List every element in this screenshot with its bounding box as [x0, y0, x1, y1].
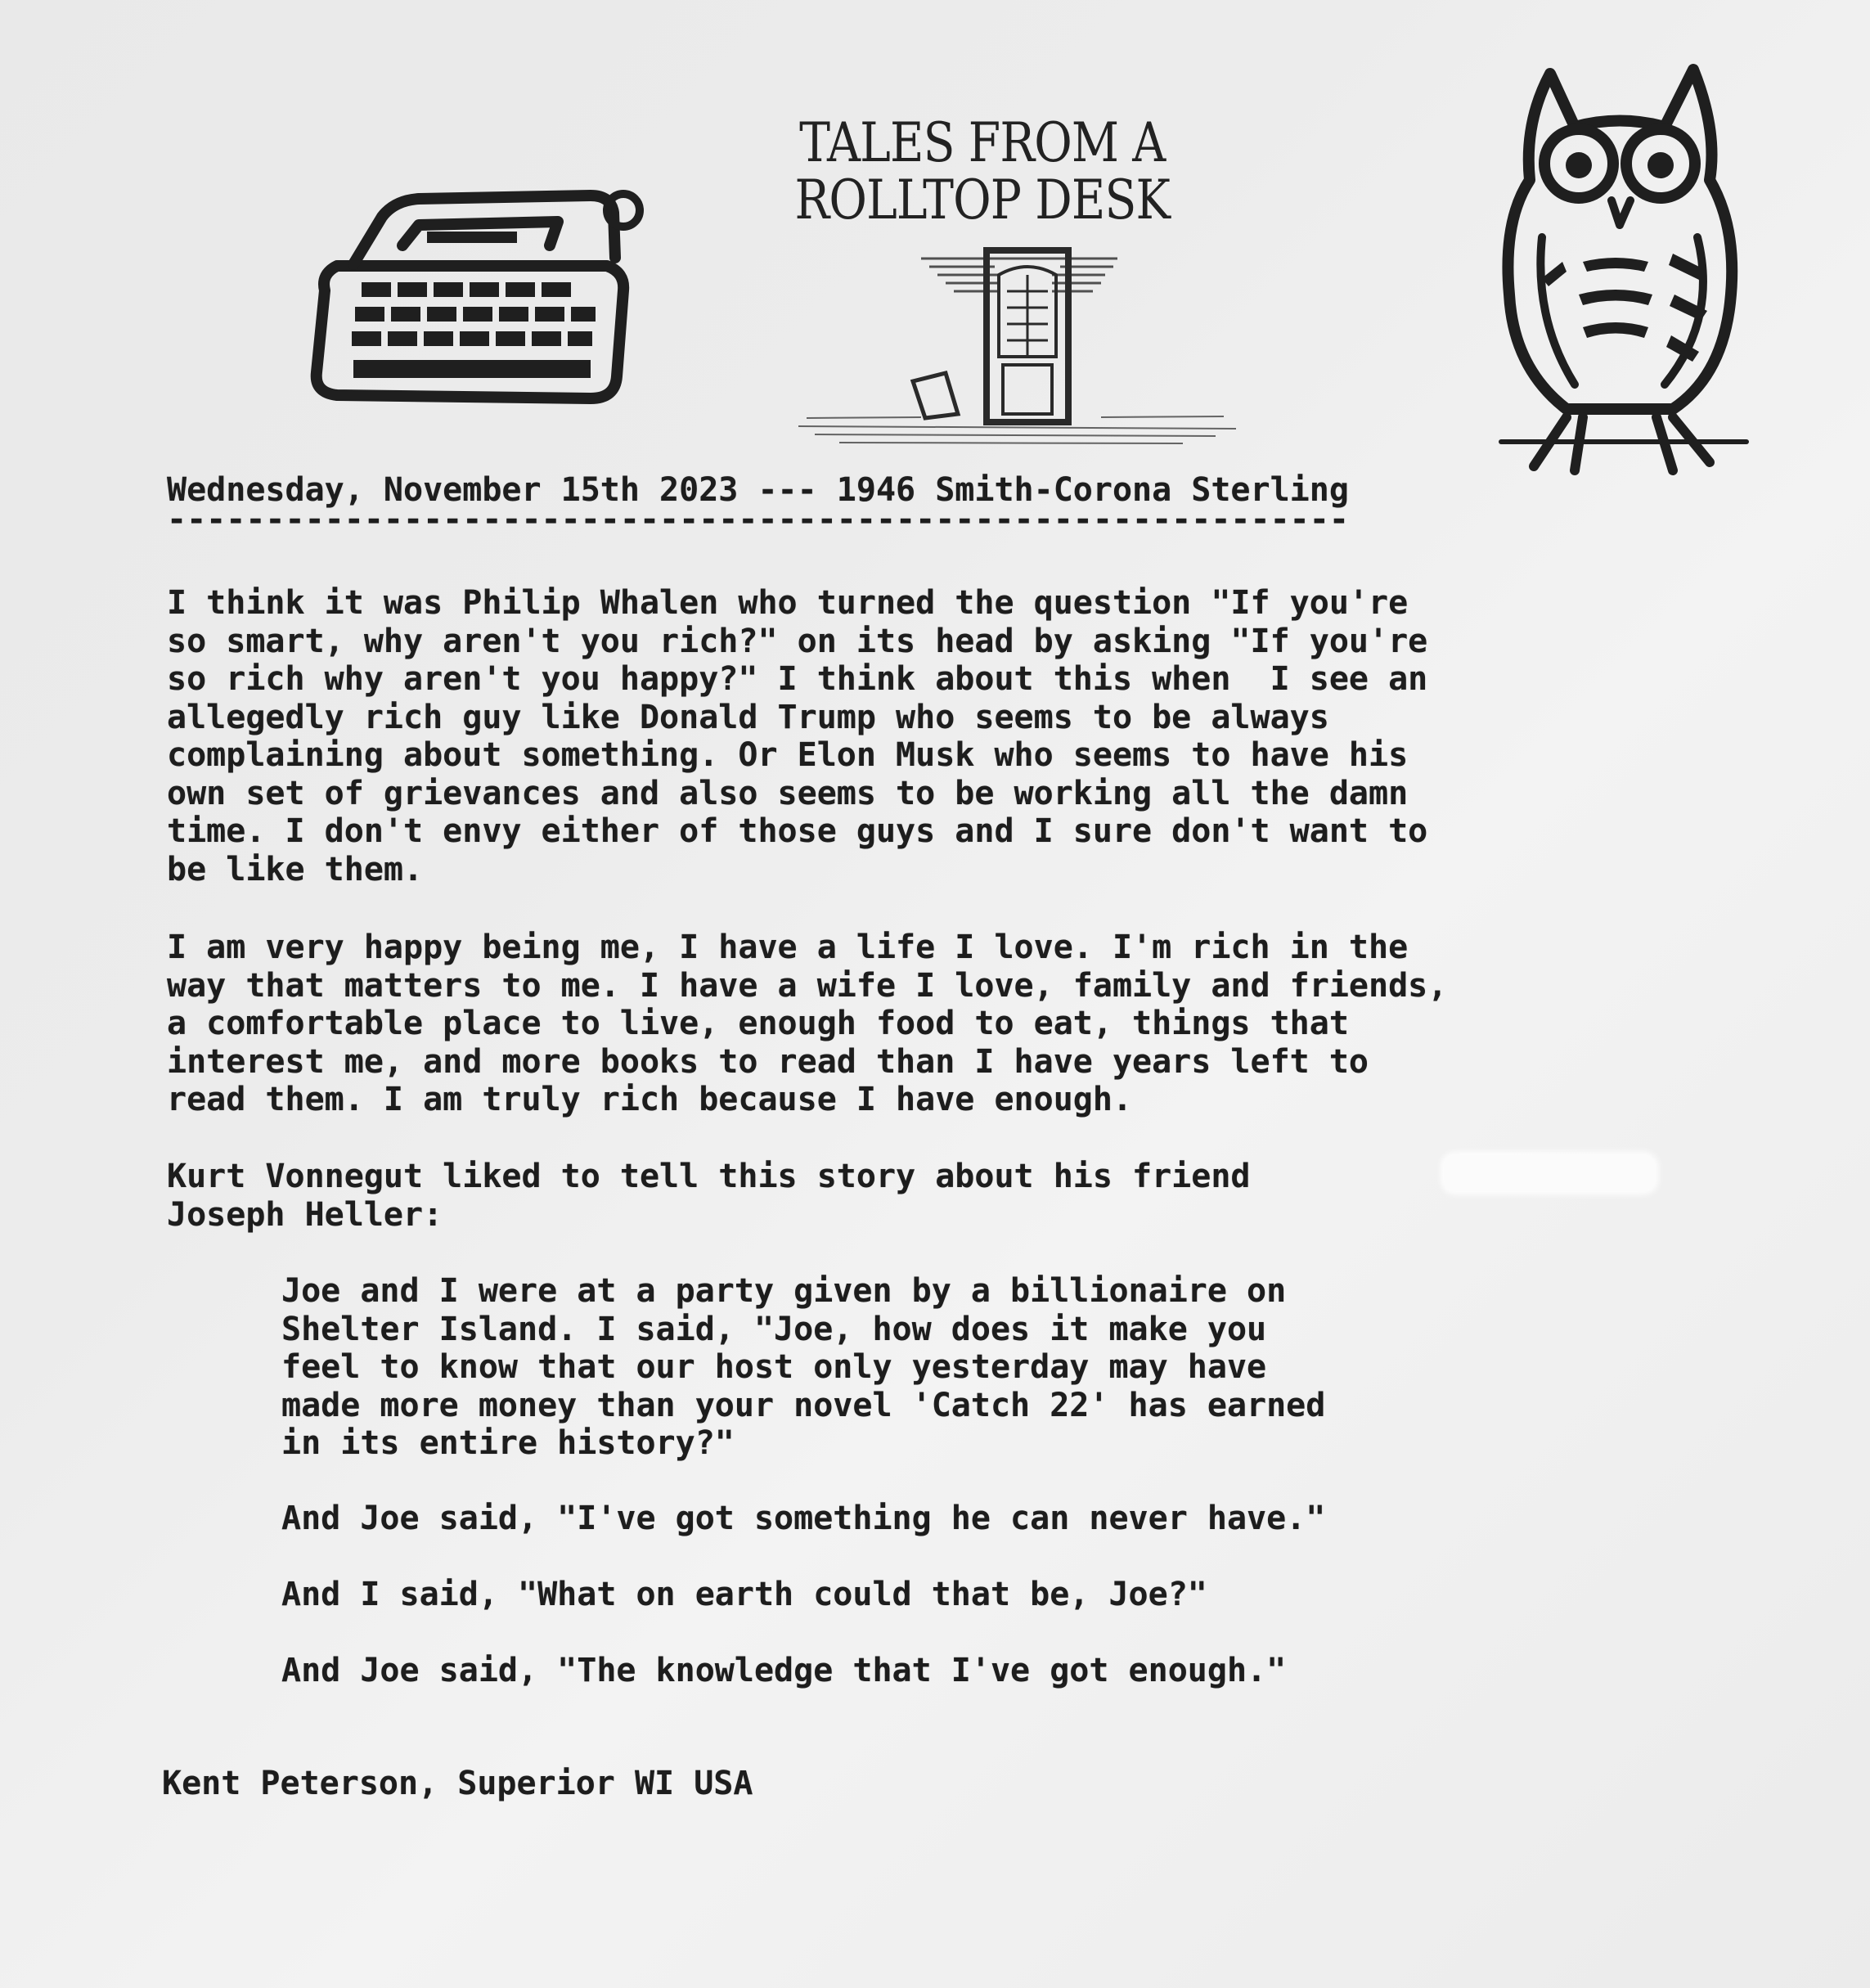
- masthead-title: [785, 111, 1180, 232]
- quote-paragraph: And Joe said, "The knowledge that I've got enough.": [281, 1652, 1287, 1689]
- masthead-line-2: ROLLTOP DESK: [794, 169, 1171, 232]
- header-rule: ------------------------------------------------------------: [167, 501, 1349, 538]
- typewriter-icon: [304, 168, 648, 405]
- owl-icon: [1485, 57, 1755, 483]
- dateline: Wednesday, November 15th 2023 --- 1946 Smith-Corona Sterling: [167, 471, 1349, 509]
- correction-fluid-mark: [1444, 1155, 1655, 1191]
- masthead-line-1: TALES FROM A: [799, 111, 1166, 174]
- quote-paragraph: And Joe said, "I've got something he can never have.": [281, 1500, 1326, 1537]
- paragraph: I think it was Philip Whalen who turned the question "If you're so smart, why aren't you rich?" on its head by asking "If you're so rich why aren't you happy?" I think about this when I see an allegedly rich guy like Donald Trump who seems to be always complaining about something. Or Elon Musk who seems to have his own set of grievances and also seems to be working all the damn time. I don't envy either of those guys and I sure don't want to be like them.: [167, 584, 1428, 888]
- quote-paragraph: And I said, "What on earth could that be, Joe?": [281, 1576, 1207, 1613]
- quote-paragraph: Joe and I were at a party given by a billionaire on Shelter Island. I said, "Joe, how does it make you feel to know that our host only yesterday may have made more money than your novel 'Catch 22' has earned in its entire history?": [281, 1272, 1326, 1462]
- signature-line: Kent Peterson, Superior WI USA: [162, 1765, 753, 1802]
- rolltop-desk-icon: [790, 242, 1244, 455]
- paragraph: Kurt Vonnegut liked to tell this story about his friend Joseph Heller:: [167, 1158, 1251, 1234]
- paragraph: I am very happy being me, I have a life I love. I'm rich in the way that matters to me. I have a wife I love, family and friends, a comfortable place to live, enough food to eat, things that interest me, and more books to read than I have years left to read them. I am truly rich because I have enough.: [167, 929, 1448, 1118]
